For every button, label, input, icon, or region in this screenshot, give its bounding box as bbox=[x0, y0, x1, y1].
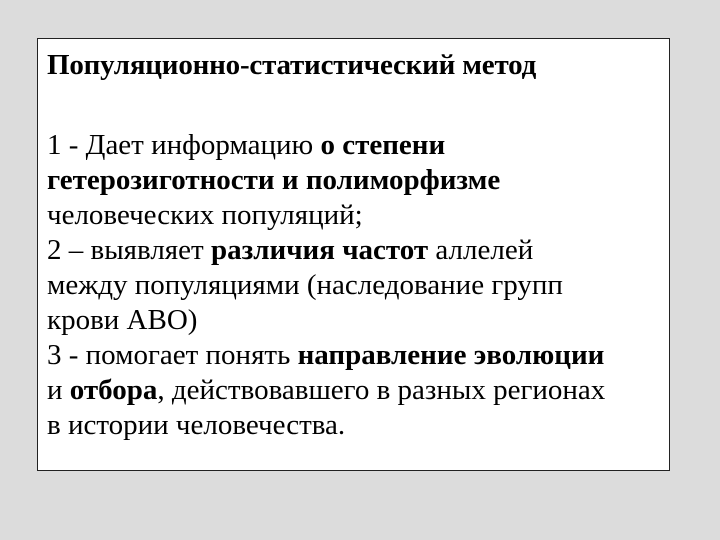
body-line bbox=[47, 128, 667, 163]
bold-text-segment: различия частот bbox=[210, 234, 429, 266]
bold-text-segment: направление эволюции bbox=[297, 339, 605, 371]
body-line bbox=[47, 233, 667, 268]
text-segment: , действовавшего в разных регионах bbox=[157, 374, 606, 406]
text-segment: человеческих популяций; bbox=[47, 199, 363, 231]
body-line bbox=[47, 303, 667, 338]
body-line bbox=[47, 268, 667, 303]
text-segment: 2 – выявляет bbox=[47, 234, 211, 266]
body-line bbox=[47, 408, 667, 443]
body-line bbox=[47, 198, 667, 233]
slide-body bbox=[47, 128, 667, 443]
bold-text-segment: отбора bbox=[69, 374, 158, 406]
body-line bbox=[47, 163, 667, 198]
text-segment: крови АВО) bbox=[47, 304, 198, 336]
body-line bbox=[47, 338, 667, 373]
text-segment: аллелей bbox=[428, 234, 534, 266]
slide-title: Популяционно-статистический метод bbox=[47, 49, 537, 81]
text-segment: в истории человечества. bbox=[47, 409, 346, 441]
bold-text-segment: о степени bbox=[320, 129, 446, 161]
text-box bbox=[37, 38, 670, 471]
body-line bbox=[47, 373, 667, 408]
text-segment: 1 - Дает информацию bbox=[47, 129, 321, 161]
text-segment: 3 - помогает понять bbox=[47, 339, 298, 371]
text-segment: между популяциями (наследование групп bbox=[47, 269, 563, 301]
text-segment: и bbox=[47, 374, 70, 406]
bold-text-segment: гетерозиготности и полиморфизме bbox=[47, 164, 501, 196]
